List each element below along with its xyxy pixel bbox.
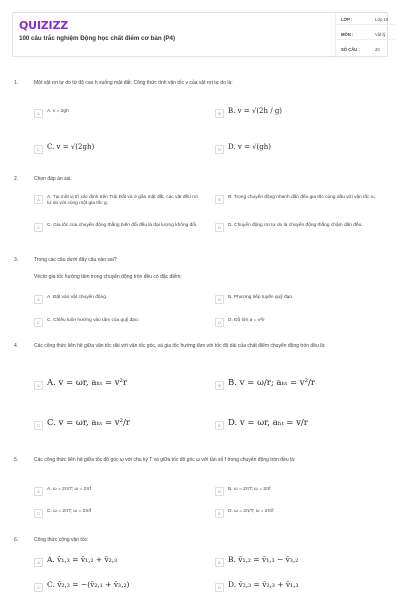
option-a[interactable] xyxy=(34,380,204,396)
option-label: B xyxy=(215,487,224,496)
option-text: D. Chuyển động rơi tự do là chuyển động thẳng chậm dần đều. xyxy=(228,223,363,228)
option-d[interactable] xyxy=(215,222,385,238)
option-label: B xyxy=(215,558,224,567)
meta-row-count xyxy=(335,43,395,55)
option-label: D xyxy=(215,223,224,232)
option-b[interactable] xyxy=(215,108,385,120)
option-text: B. v = √(2h / g) xyxy=(228,107,283,115)
option-b[interactable] xyxy=(215,486,385,498)
option-d[interactable] xyxy=(215,144,385,156)
option-a[interactable] xyxy=(34,108,204,120)
option-text: C. v = ωr, aₕₜ = v²/r xyxy=(47,418,130,428)
option-c[interactable] xyxy=(34,222,204,238)
option-label: B xyxy=(215,381,224,390)
option-label: C xyxy=(34,145,43,154)
option-label: A xyxy=(34,195,43,204)
option-a[interactable] xyxy=(34,194,204,210)
option-label: C xyxy=(34,223,43,232)
question-number: 4. xyxy=(14,343,19,349)
option-c[interactable] xyxy=(34,420,204,436)
option-b[interactable] xyxy=(215,557,385,569)
option-b[interactable] xyxy=(215,194,385,210)
option-text: B. v = ω/r; aₕₜ = v²/r xyxy=(228,378,315,388)
option-b[interactable] xyxy=(215,294,385,306)
option-text: B. v̄₁,₂ = v̄₁,₃ − v̄₃,₂ xyxy=(228,555,299,564)
option-text: D. v̄₂,₃ = v̄₂,₃ + v̄₁,₃ xyxy=(228,580,299,589)
meta-key: LỚP : xyxy=(341,17,353,22)
option-c[interactable] xyxy=(34,317,204,329)
question-4 xyxy=(14,343,386,448)
question-text: Chọn đáp án sai. xyxy=(34,176,72,182)
option-text: D. ω = 2π/T; ω = 2π/f xyxy=(228,509,274,514)
option-label: A xyxy=(34,109,43,118)
meta-key: MÔN : xyxy=(341,32,354,37)
question-5 xyxy=(14,457,386,527)
question-number: 3. xyxy=(14,257,19,263)
option-text: A. v = 2gh xyxy=(47,109,69,114)
option-text: C. ω = 2πT; ω = 2π/f xyxy=(47,509,92,514)
question-text: Trong các câu dưới đây câu nào sai? xyxy=(34,257,117,263)
option-label: C xyxy=(34,318,43,327)
worksheet-title: 100 câu trắc nghiệm Động học chất điểm cơ bản (P4) xyxy=(19,35,176,42)
question-text: Các công thức liên hệ giữa vận tốc dài với vận tốc góc, và gia tốc hướng tâm với tốc độ dài của chất điểm chuyển động tròn đều là: xyxy=(34,343,326,349)
option-label: A xyxy=(34,381,43,390)
question-number: 1. xyxy=(14,80,19,86)
question-number: 6. xyxy=(14,537,19,543)
option-label: B xyxy=(215,109,224,118)
worksheet-header xyxy=(12,12,388,57)
option-a[interactable] xyxy=(34,294,204,306)
option-d[interactable] xyxy=(215,508,385,520)
meta-value: 20 xyxy=(375,47,380,52)
option-text: B. ω = 2πT; ω = 2πf xyxy=(228,487,271,492)
option-text: C. Chiều luôn hướng vào tâm của quỹ đạo. xyxy=(47,318,139,323)
option-text: A. ω = 2π/T; ω = 2πf xyxy=(47,487,91,492)
option-text: C. Gia tốc của chuyển động thẳng biến đổi đều là đại lượng không đổi. xyxy=(47,223,198,228)
question-number: 2. xyxy=(14,176,19,182)
option-label: A xyxy=(34,295,43,304)
question-text: Các công thức liên hệ giữa tốc độ góc ω với chu kỳ T và giữa tốc độ góc ω với tần số f trong chuyển động tròn đều là: xyxy=(34,457,296,463)
option-label: D xyxy=(215,318,224,327)
option-label: B xyxy=(215,195,224,204)
option-text: B. Phương tiếp tuyến quỹ đạo. xyxy=(228,295,294,300)
option-label: D xyxy=(215,421,224,430)
option-b[interactable] xyxy=(215,380,385,396)
option-text: A. v = ωr, aₕₜ = v²r xyxy=(47,378,127,388)
option-d[interactable] xyxy=(215,582,385,594)
option-text: A. Tại một vị trí xác định trên Trái Đất và ở gần mặt đất, các vật đều rơi tự do với cùng một gia tốc g. xyxy=(47,195,198,206)
option-label: C xyxy=(34,421,43,430)
option-c[interactable] xyxy=(34,582,204,594)
option-text: C. v̄₂,₃ = −(v̄₂,₁ + v̄₃,₂) xyxy=(47,580,130,589)
question-text: Một vật rơi tự do từ độ cao h xuống mặt đất. Công thức tính vận tốc v của vật rơi tự do là: xyxy=(34,80,233,86)
option-label: A xyxy=(34,558,43,567)
option-label: D xyxy=(215,583,224,592)
option-label: D xyxy=(215,145,224,154)
option-label: D xyxy=(215,509,224,518)
option-text: D. v = √(gh) xyxy=(228,143,271,151)
option-text: D. Độ lớn a = v²/r xyxy=(228,318,265,323)
question-1 xyxy=(14,80,386,155)
option-text: D. v = ωr, aₕₜ = v/r xyxy=(228,418,308,428)
option-c[interactable] xyxy=(34,144,204,156)
option-label: A xyxy=(34,487,43,496)
meta-row-subject xyxy=(335,28,395,40)
option-c[interactable] xyxy=(34,508,204,520)
meta-value: Vật lý xyxy=(375,32,386,37)
quizizz-logo: QUIZIZZ xyxy=(19,19,68,32)
option-text: A. Đặt vào vật chuyển động. xyxy=(47,295,108,300)
option-a[interactable] xyxy=(34,486,204,498)
option-text: A. v̄₁,₃ = v̄₁,₂ + v̄₂,₃ xyxy=(47,555,118,564)
option-text: B. Trong chuyển động nhanh dần đều gia tốc cùng dấu với vận tốc v₀. xyxy=(228,195,377,200)
option-a[interactable] xyxy=(34,557,204,569)
meta-row-class xyxy=(335,13,395,25)
option-label: C xyxy=(34,583,43,592)
question-text: Công thức cộng vận tốc: xyxy=(34,537,89,543)
option-text: C. v = √(2gh) xyxy=(47,143,95,151)
option-label: C xyxy=(34,509,43,518)
option-label: B xyxy=(215,295,224,304)
question-2 xyxy=(14,176,386,246)
option-d[interactable] xyxy=(215,420,385,436)
option-d[interactable] xyxy=(215,317,385,329)
meta-key: SỐ CÂU : xyxy=(341,47,360,52)
meta-value: Lớp 10 xyxy=(375,17,389,22)
question-3 xyxy=(14,257,386,332)
question-number: 5. xyxy=(14,457,19,463)
question-subtext: Véctơ gia tốc hướng tâm trong chuyển động tròn đều có đặc điểm: xyxy=(34,274,182,280)
question-6 xyxy=(14,537,386,599)
